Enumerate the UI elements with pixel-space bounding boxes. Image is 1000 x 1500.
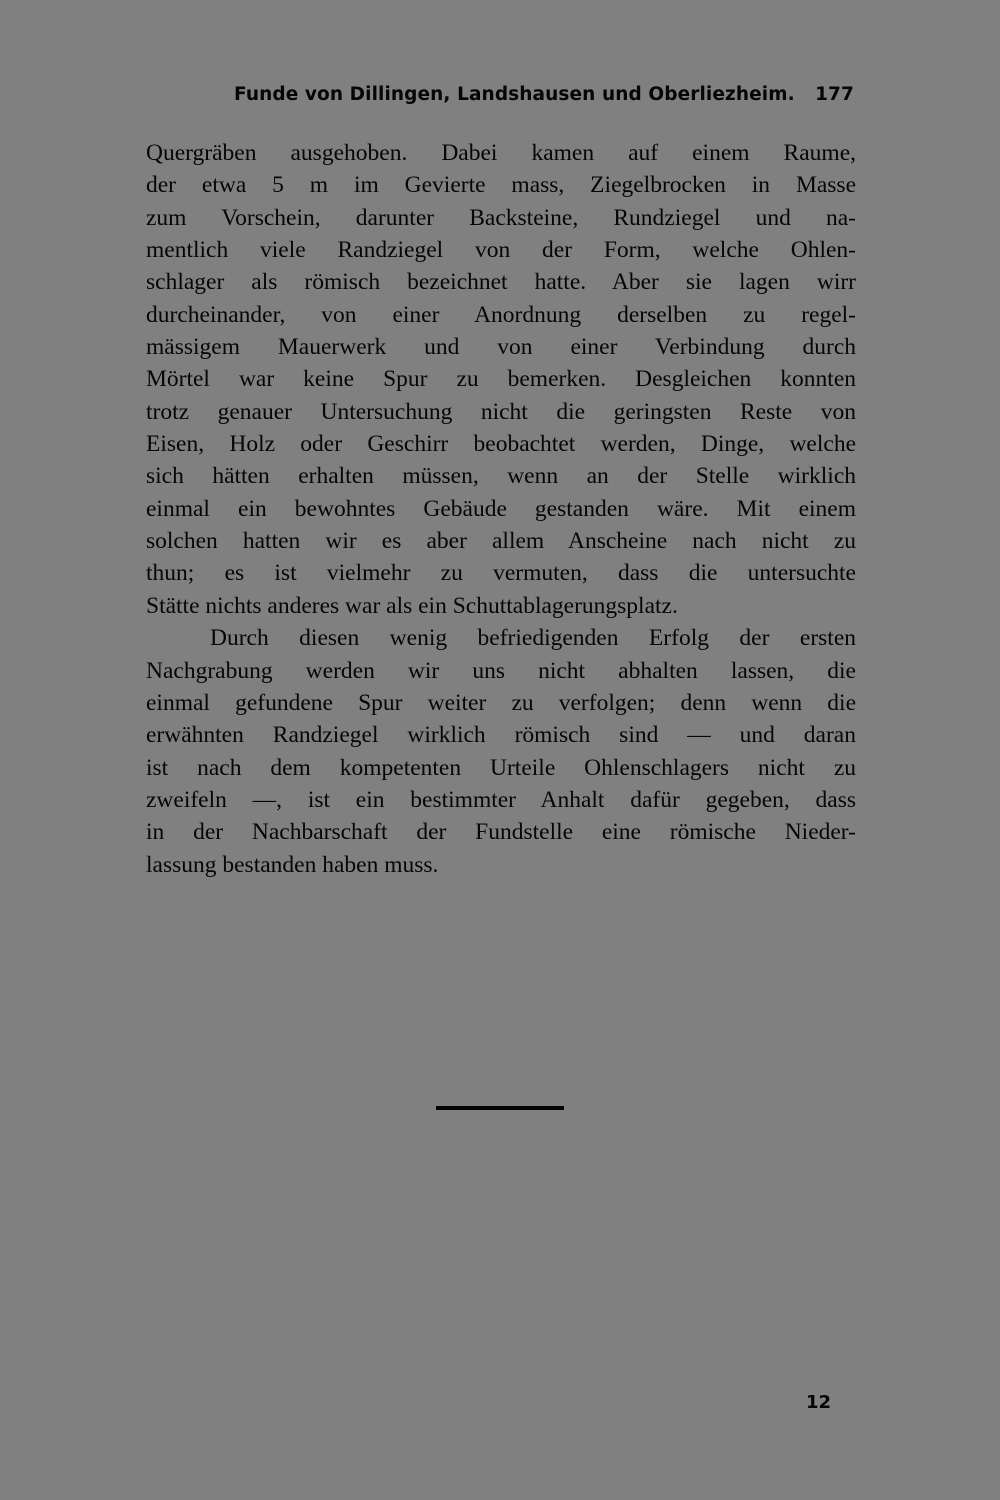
section-end-rule <box>436 1106 564 1110</box>
text-line: der etwa 5 m im Gevierte mass, Ziegelbrocken in Masse <box>146 172 856 199</box>
text-line: mentlich viele Randziegel von der Form, welche Ohlen- <box>146 237 856 264</box>
text-line: lassung bestanden haben muss. <box>146 851 439 878</box>
text-line: schlager als römisch bezeichnet hatte. Aber sie lagen wirr <box>146 269 856 296</box>
running-head <box>234 84 854 112</box>
text-line: in der Nachbarschaft der Fundstelle eine römische Nieder- <box>146 819 856 846</box>
paragraph-first-line: Durch diesen wenig befriedigenden Erfolg der ersten <box>210 625 856 652</box>
text-line: zweifeln —, ist ein bestimmter Anhalt dafür gegeben, dass <box>146 786 856 813</box>
text-line: ist nach dem kompetenten Urteile Ohlenschlagers nicht zu <box>146 754 856 781</box>
text-line: durcheinander, von einer Anordnung derselben zu regel- <box>146 301 856 328</box>
text-line: Nachgrabung werden wir uns nicht abhalten lassen, die <box>146 657 856 684</box>
text-line: solchen hatten wir es aber allem Anscheine nach nicht zu <box>146 528 856 555</box>
running-title: Funde von Dillingen, Landshausen und Oberliezheim. <box>234 84 795 105</box>
text-line: trotz genauer Untersuchung nicht die geringsten Reste von <box>146 398 856 425</box>
text-line: sich hätten erhalten müssen, wenn an der Stelle wirklich <box>146 463 856 490</box>
signature-mark: 12 <box>806 1392 832 1413</box>
page-number: 177 <box>815 84 854 105</box>
text-line: erwähnten Randziegel wirklich römisch sind — und daran <box>146 722 856 749</box>
text-line: Mörtel war keine Spur zu bemerken. Desgleichen konnten <box>146 366 856 393</box>
text-line: Eisen, Holz oder Geschirr beobachtet werden, Dinge, welche <box>146 431 856 458</box>
text-line: einmal gefundene Spur weiter zu verfolgen; denn wenn die <box>146 689 856 716</box>
text-line: zum Vorschein, darunter Backsteine, Rundziegel und na- <box>146 204 856 231</box>
text-line: Stätte nichts anderes war als ein Schuttablagerungsplatz. <box>146 592 678 619</box>
text-line: einmal ein bewohntes Gebäude gestanden wäre. Mit einem <box>146 495 856 522</box>
body-text <box>146 137 856 881</box>
text-line: Quergräben ausgehoben. Dabei kamen auf einem Raume, <box>146 140 856 166</box>
text-line: mässigem Mauerwerk und von einer Verbindung durch <box>146 334 856 361</box>
text-line: thun; es ist vielmehr zu vermuten, dass die untersuchte <box>146 560 856 587</box>
